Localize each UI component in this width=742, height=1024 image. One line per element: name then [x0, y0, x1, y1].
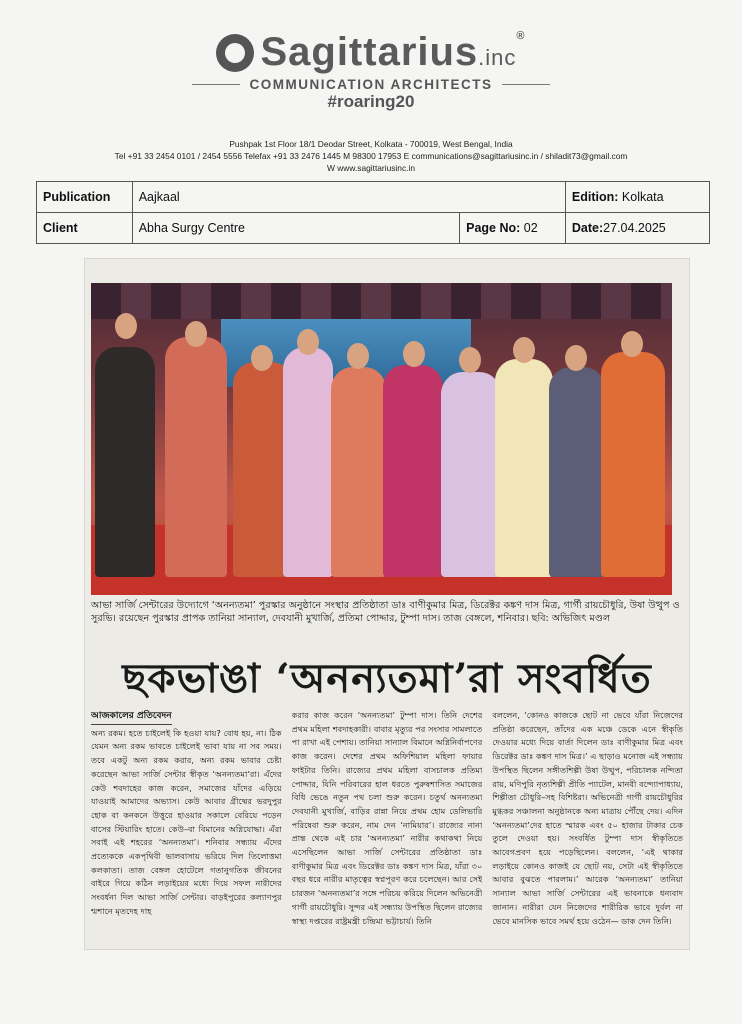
photo-caption: আভা সার্জি সেন্টারের উদ্যোগে ‘অনন্যতমা’ পুরস্কার অনুষ্ঠানে সংস্থার প্রতিষ্ঠাতা ডাঃ বাণীকুমার মিত্র, ডিরেক্টর কঙ্কণ দাস মিত্র, গার্গী রায়চৌধুরি, উষা উত্থুপ ও সুরভি। রয়েছেন পুরস্কার প্রাপক তানিয়া সান্যাল, দেবযানী মুখার্জি, প্রতিমা পোদ্দার, টুম্পা দাস। তাজ বেঙ্গলে, শনিবার। ছবি: অভিজিৎ মণ্ডল [91, 600, 680, 624]
attendee-figure [601, 352, 665, 577]
client-value: Abha Surgy Centre [132, 213, 459, 244]
article-column-1 [91, 709, 282, 941]
article-column-3: বললেন, ‘কোনও কাজকে ছোট না ভেবে যাঁরা নিজেদের প্রতিষ্ঠা করেছেন, তাঁদের এক মঞ্চে ডেকে এনে স্বীকৃতি দেওয়ার মধ্যে দিয়ে বার্তা দিলেন ডাঃ বাণীকুমার মিত্র এবং ডিরেক্টর ডাঃ কঙ্কণ দাস মিত্র।’ এ ছাড়াও মনোজ এই সন্ধ্যায় উপস্থিত ছিলেন সঙ্গীতশিল্পী উষা উত্থুপ, পরিচালক নন্দিতা রায়, মণিপুরি নৃত্যশিল্পী প্রীতি প্যাটেল, মানবী বন্দ্যোপাধ্যায়, শিল্পীতা চৌধুরি–সহ বিশিষ্টরা। অভিনেত্রী গার্গী রায়চৌধুরির মুগ্ধকর সঞ্চালনা অনুষ্ঠানকে অন্য মাত্রায় পৌঁছে দেয়। এদিন ‘অনন্যতমা’দের হাতে স্মারক এবং ৫০ হাজার টাকার চেক তুলে দেওয়া হয়। সংবর্ধিত টুম্পা দাস স্বীকৃতিতে আবেগপ্রবণ হয়ে পড়েছিলেন। বললেন, ‘এই থাকার লড়াইয়ে কোনও কাজই যে ছোট নয়, সেটা এই স্বীকৃতিতে আবার বুঝতে পারলাম।’ আরেক ‘অনন্যতমা’ তানিয়া সান্যাল আভা সার্জি সেন্টারের এই ভাবনাকে ধন্যবাদ জানান। নারীরা যেন নিজেদের শারীরিক ভাবে দুর্বল না ভেবে মানসিক ভাবে সমর্থ হয়ে ওঠেন— ডাক দেন তিনি। [492, 710, 684, 926]
web-line: W www.sagittariusinc.in [327, 163, 415, 173]
attendee-figure [331, 367, 386, 577]
brand-name [260, 30, 525, 75]
newspaper-clipping [84, 258, 690, 950]
clipping-info-table [36, 181, 710, 244]
attendee-head [115, 313, 137, 339]
edition-label: Edition: [571, 190, 619, 204]
contact-line: Tel +91 33 2454 0101 / 2454 5556 Telefax +91 33 2476 1445 M 98300 17953 E communications@sagittariusinc.in / shiladit73@gmail.com [114, 151, 628, 161]
page-value: 02 [523, 221, 538, 235]
tagline [0, 77, 742, 92]
attendee-head [185, 321, 207, 347]
article-body [91, 709, 683, 941]
attendee-head [565, 345, 587, 371]
address-line: Pushpak 1st Floor 18/1 Deodar Street, Kolkata - 700019, West Bengal, India [229, 139, 513, 149]
article-column-2: করার কাজ করেন ‘অনন্যতমা’ টুম্পা দাস। তিনি দেশের প্রথম মহিলা শবদাহকারী। বাবার মৃত্যুর পর সংসার সামলাতে পা রাখা এই পেশায়। তানিয়া সান্যাল বিমানে অগ্নিনির্বাপণের কাজ করেন। দেশের প্রথম অফিশিয়াল মহিলা ফায়ার ফাইটার তিনি। রাজ্যের প্রথম মহিলা বাসচালক প্রতিমা পোদ্দার, যিনি পরিবারের হাল ধরতে পুরুষশাসিত সমাজের বিধি ভেঙে নতুন পথ চলা শুরু করেন। চতুর্থ অনন্যতমা দেবযানী মুখার্জি, বাড়ির রান্না নিয়ে প্রথম হোম ডেলিভারি পরিষেবা শুরু করেন, নাম দেন ‘নামিয়ার’। রাজ্যের নানা প্রান্ত থেকে এই চার ‘অনন্যতমা’ নারীর কথাকথা নিয়ে এসেছিলেন আভা সার্জি সেন্টারের প্রতিষ্ঠাতা ডাঃ বাণীকুমার মিত্র এবং ডিরেক্টর ডাঃ কঙ্কণ দাস মিত্র, যাঁরা ৩০ বছর ধরে নারীর মাতৃত্বের স্বপ্নপূরণ করে চলেছেন। আর সেই চারজন ‘অনন্যতমা’র সঙ্গে পরিচয় করিয়ে দিলেন অভিনেত্রী গার্গী রায়চৌধুরি। সুন্দর এই সন্ধ্যায় উপস্থিত ছিলেন রাজ্যের স্বাস্থ্য দপ্তরের রাষ্ট্রমন্ত্রী চন্দ্রিমা ভট্টাচার্য। তিনি [291, 710, 483, 926]
page-label: Page No: [466, 221, 521, 235]
tagline-rule-right [502, 84, 550, 85]
attendee-head [347, 343, 369, 369]
edition-value: Kolkata [621, 190, 664, 204]
article-headline: ছকভাঙা ‘অনন্যতমা’রা সংবর্ধিত [122, 655, 652, 702]
edition-cell [565, 182, 709, 213]
hashtag: #roaring20 [327, 92, 415, 111]
brand-name-text: Sagittarius [260, 30, 479, 74]
attendee-head [459, 347, 481, 373]
attendee-figure [95, 347, 155, 577]
attendee-figure [549, 367, 605, 577]
publication-value: Aajkaal [132, 182, 565, 213]
table-row [37, 182, 710, 213]
table-row [37, 213, 710, 244]
attendee-head [403, 341, 425, 367]
registered-mark: ® [516, 30, 526, 42]
byline: আজকালের প্রতিবেদন [91, 710, 172, 725]
attendee-figure [441, 372, 501, 577]
date-cell [565, 213, 709, 244]
publication-label: Publication [37, 182, 133, 213]
attendee-figure [165, 337, 227, 577]
date-label: Date: [571, 221, 604, 235]
tagline-rule-left [192, 84, 240, 85]
tagline-text: COMMUNICATION ARCHITECTS [249, 77, 493, 92]
date-value: 27.04.2025 [603, 221, 666, 235]
stage-lights [91, 283, 672, 319]
attendee-head [251, 345, 273, 371]
attendee-head [513, 337, 535, 363]
brand-logo [0, 30, 742, 75]
brand-suffix: .inc [478, 45, 517, 70]
attendee-head [297, 329, 319, 355]
attendee-figure [495, 359, 553, 577]
page-cell [460, 213, 566, 244]
attendee-figure [383, 365, 443, 577]
event-photo [91, 283, 672, 595]
client-label: Client [37, 213, 133, 244]
letterhead [0, 30, 742, 112]
column-1-text: অন্য রকম। হতে চাইলেই কি হওয়া যায়? বোধ হয়, না। ঠিক যেমন অন্য রকম ভাবতে চাইলেই ভাবা যায় না সব সময়। তবে একটু অন্য রকম করার, অন্য রকম ভাবার চেষ্টা করেছেন আভা সার্জি সেন্টার স্বীকৃত ‘অনন্যতমা’রা। এঁদের কেউ শবদাহের কাজ করেন, সমাজের যাঁদের এড়িয়ে যাওয়াই আমাদের অভ্যাস। কেউ আবার গ্রীষ্মের ভরদুপুর হোক বা কনকনে উত্তুরে হাওয়ার সকালে বেরিয়ে পড়েন বাসের স্টিয়ারিং হাতে। কেউ–বা বিমানের অগ্নিযোদ্ধা। এঁরা সবাই এই শহরের ‘অনন্যতমা’। শনিবার সন্ধ্যায় এঁদের প্রত্যেককে একপৃথিবী ভালবাসায় ভরিয়ে দিল তিলোত্তমা কলকাতা। তাজ বেঙ্গল হোটেলে গতানুগতিক জীবনের বাইরে গিয়ে কঠিন লড়াইয়ের মধ্যে দিয়ে সফল নারীদের সংবর্ধনা দিল আভা সার্জি সেন্টার। বাড়ইপুরের কল্যাণপুর শ্মশানে মৃতদেহ দাহ [91, 727, 282, 916]
brand-mark-icon [216, 34, 254, 72]
attendee-head [621, 331, 643, 357]
attendee-figure [283, 347, 333, 577]
